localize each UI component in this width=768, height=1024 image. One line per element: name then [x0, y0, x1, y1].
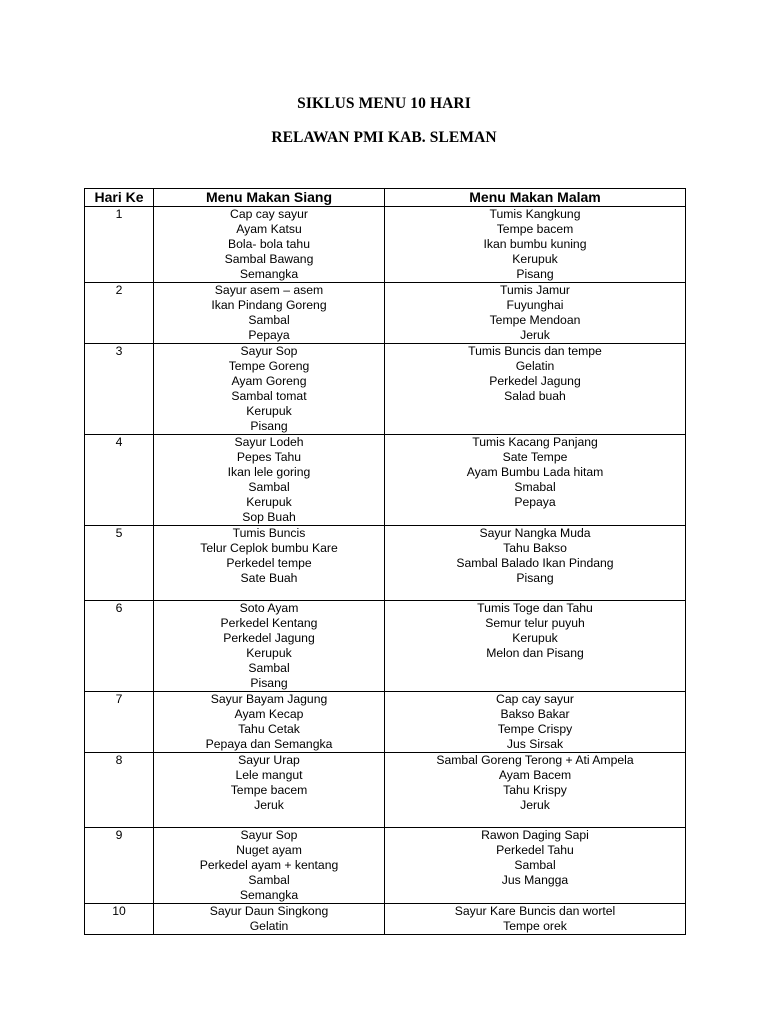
menu-siang-cell [154, 283, 385, 344]
menu-item: Cap cay sayur [496, 692, 574, 706]
menu-malam-cell [385, 526, 686, 601]
menu-item: Bakso Bakar [500, 707, 570, 721]
header-row [85, 189, 686, 207]
menu-item: Sambal Balado Ikan Pindang [456, 556, 614, 570]
menu-item: Tempe bacem [230, 783, 308, 797]
menu-item: Sayur Urap [238, 753, 300, 767]
menu-item: Sambal [248, 480, 290, 494]
menu-item: Jus Mangga [501, 873, 569, 887]
menu-item: Salad buah [504, 389, 566, 403]
day-number: 8 [85, 753, 154, 828]
menu-item: Telur Ceplok bumbu Kare [200, 541, 338, 555]
menu-item: Gelatin [515, 359, 555, 373]
menu-item: Pisang [516, 267, 554, 281]
menu-item: Perkedel Kentang [220, 616, 318, 630]
menu-item: Sambal [248, 873, 290, 887]
day-number: 1 [85, 207, 154, 283]
menu-item: Sambal [248, 313, 290, 327]
table-row [85, 601, 686, 692]
menu-item: Kerupuk [246, 495, 292, 509]
menu-item: Kerupuk [246, 646, 292, 660]
menu-body [85, 207, 686, 935]
menu-item: Sambal Bawang [224, 252, 314, 266]
menu-item: Fuyunghai [506, 298, 564, 312]
header-menu-siang: Menu Makan Siang [154, 189, 385, 207]
menu-malam-cell [385, 904, 686, 935]
document-subtitle: RELAWAN PMI KAB. SLEMAN [271, 129, 497, 146]
menu-malam-cell [385, 828, 686, 904]
menu-item: Tempe Goreng [228, 359, 310, 373]
menu-item: Ikan lele goring [227, 465, 311, 479]
menu-item: Semangka [239, 267, 299, 281]
menu-item: Tumis Buncis dan tempe [468, 344, 602, 358]
menu-item: Kerupuk [512, 631, 558, 645]
menu-malam-cell [385, 207, 686, 283]
menu-item: Pepaya [514, 495, 556, 509]
document-title: SIKLUS MENU 10 HARI [297, 95, 471, 112]
menu-siang-cell [154, 344, 385, 435]
menu-item: Tumis Buncis [232, 526, 306, 540]
menu-item: Bola- bola tahu [228, 237, 310, 251]
table-row [85, 435, 686, 526]
menu-item: Ayam Goreng [231, 374, 307, 388]
menu-malam-cell [385, 283, 686, 344]
menu-item: Pepaya dan Semangka [205, 737, 333, 751]
table-row [85, 526, 686, 601]
table-row [85, 692, 686, 753]
menu-item: Sayur asem – asem [214, 283, 324, 297]
menu-item: Sayur Sop [240, 344, 298, 358]
menu-item: Tempe Mendoan [489, 313, 581, 327]
menu-malam-cell [385, 753, 686, 828]
menu-item: Sayur Nangka Muda [479, 526, 591, 540]
menu-item: Sambal [248, 661, 290, 675]
menu-item: Perkedel Jagung [223, 631, 315, 645]
header-hari-ke: Hari Ke [85, 189, 154, 207]
menu-item: Soto Ayam [239, 601, 299, 615]
menu-item: Rawon Daging Sapi [481, 828, 589, 842]
menu-item: Pepaya [248, 328, 290, 342]
menu-item: Sayur Kare Buncis dan wortel [454, 904, 616, 918]
menu-item: Jeruk [254, 798, 284, 812]
menu-item: Kerupuk [512, 252, 558, 266]
menu-malam-cell [385, 435, 686, 526]
menu-item: Tahu Bakso [503, 541, 567, 555]
menu-item: Tumis Kangkung [489, 207, 581, 221]
menu-item: Pisang [516, 571, 554, 585]
menu-item: Smabal [514, 480, 556, 494]
table-row [85, 904, 686, 935]
menu-item: Jus Sirsak [506, 737, 564, 751]
table-row [85, 753, 686, 828]
menu-item: Ikan Pindang Goreng [211, 298, 327, 312]
day-number: 5 [85, 526, 154, 601]
menu-siang-cell [154, 828, 385, 904]
day-number: 3 [85, 344, 154, 435]
table-row [85, 828, 686, 904]
menu-item: Pisang [250, 419, 288, 433]
menu-item: Lele mangut [235, 768, 303, 782]
menu-item: Tumis Jamur [500, 283, 570, 297]
menu-item: Sambal Goreng Terong + Ati Ampela [436, 753, 634, 767]
menu-item: Ikan bumbu kuning [483, 237, 587, 251]
day-number: 2 [85, 283, 154, 344]
menu-item: Melon dan Pisang [486, 646, 584, 660]
menu-table [84, 188, 686, 935]
day-number: 4 [85, 435, 154, 526]
menu-item: Semangka [239, 888, 299, 902]
menu-item: Perkedel Jagung [489, 374, 581, 388]
menu-item: Perkedel Tahu [496, 843, 574, 857]
table-row [85, 344, 686, 435]
menu-siang-cell [154, 904, 385, 935]
menu-item: Pepes Tahu [236, 450, 302, 464]
day-number: 9 [85, 828, 154, 904]
menu-item: Tempe bacem [496, 222, 574, 236]
menu-item: Cap cay sayur [230, 207, 308, 221]
menu-item: Jeruk [520, 798, 550, 812]
menu-siang-cell [154, 207, 385, 283]
menu-malam-cell [385, 692, 686, 753]
menu-item: Tempe Crispy [497, 722, 573, 736]
menu-malam-cell [385, 601, 686, 692]
menu-item: Ayam Bacem [498, 768, 572, 782]
menu-item: Sate Buah [240, 571, 298, 585]
menu-item: Semur telur puyuh [485, 616, 585, 630]
menu-item: Gelatin [249, 919, 289, 933]
menu-item: Pisang [250, 676, 288, 690]
menu-siang-cell [154, 692, 385, 753]
menu-item: Jeruk [520, 328, 550, 342]
menu-malam-cell [385, 344, 686, 435]
table-row [85, 283, 686, 344]
menu-item: Tempe orek [503, 919, 567, 933]
day-number: 7 [85, 692, 154, 753]
day-number: 6 [85, 601, 154, 692]
day-number: 10 [85, 904, 154, 935]
menu-item: Sop Buah [242, 510, 296, 524]
menu-item: Ayam Bumbu Lada hitam [466, 465, 604, 479]
menu-item: Perkedel tempe [226, 556, 312, 570]
menu-item: Tahu Cetak [238, 722, 300, 736]
menu-item: Sate Tempe [502, 450, 568, 464]
menu-item: Perkedel ayam + kentang [199, 858, 339, 872]
menu-siang-cell [154, 753, 385, 828]
table-row [85, 207, 686, 283]
menu-item: Tahu Krispy [503, 783, 567, 797]
menu-siang-cell [154, 435, 385, 526]
menu-item: Sambal [514, 858, 556, 872]
menu-item: Sayur Lodeh [234, 435, 304, 449]
header-menu-malam: Menu Makan Malam [385, 189, 686, 207]
menu-siang-cell [154, 601, 385, 692]
menu-item: Tumis Kacang Panjang [472, 435, 598, 449]
menu-item: Ayam Kecap [234, 707, 304, 721]
menu-item: Sayur Bayam Jagung [210, 692, 328, 706]
menu-item: Sayur Sop [240, 828, 298, 842]
menu-item: Sayur Daun Singkong [209, 904, 329, 918]
menu-item: Nuget ayam [236, 843, 302, 857]
menu-item: Kerupuk [246, 404, 292, 418]
menu-item: Ayam Katsu [236, 222, 302, 236]
menu-item: Tumis Toge dan Tahu [477, 601, 593, 615]
menu-item: Sambal tomat [231, 389, 307, 403]
menu-siang-cell [154, 526, 385, 601]
